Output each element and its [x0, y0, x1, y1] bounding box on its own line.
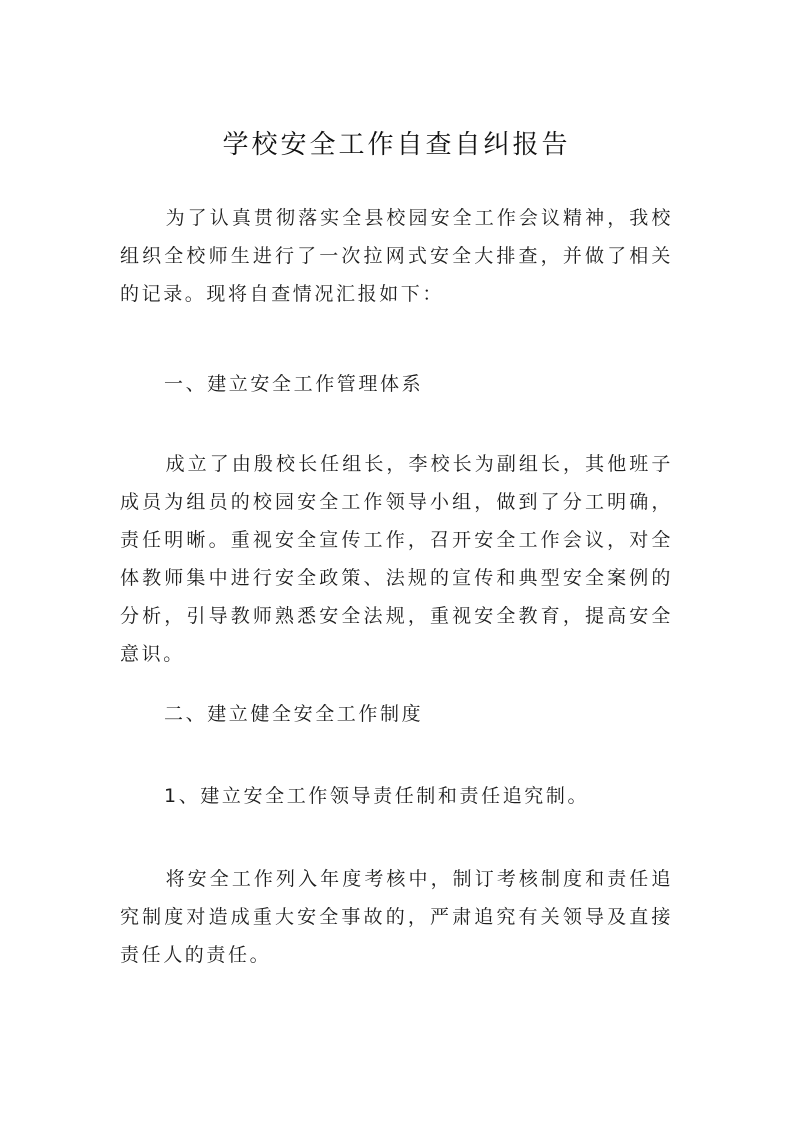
subsection-heading-1: [120, 777, 717, 815]
document-title: 学校安全工作自查自纠报告: [222, 130, 571, 160]
paragraph-text: 为了认真贯彻落实全县校园安全工作会议精神，我校组织全校师生进行了一次拉网式安全大排查，并做了相关的记录。现将自查情况汇报如下：: [120, 207, 673, 305]
subsection-1-paragraph: [120, 860, 673, 974]
section-heading-1: [120, 365, 717, 403]
heading-text: 一、建立安全工作管理体系: [164, 373, 424, 395]
intro-paragraph: [120, 199, 673, 313]
paragraph-text: 成立了由殷校长任组长，李校长为副组长，其他班子成员为组员的校园安全工作领导小组，做到了分工明确，责任明晰。重视安全宣传工作，召开安全工作会议，对全体教师集中进行安全政策、法规的宣传和典型安全案例的分析，引导教师熟悉安全法规，重视安全教育，提高安全意识。: [120, 453, 673, 665]
paragraph-text: 将安全工作列入年度考核中，制订考核制度和责任追究制度对造成重大安全事故的，严肃追究有关领导及直接责任人的责任。: [120, 868, 673, 966]
section-1-paragraph: [120, 445, 673, 673]
heading-text: 二、建立健全安全工作制度: [164, 703, 424, 725]
subheading-text: 1、建立安全工作领导责任制和责任追究制。: [164, 785, 590, 807]
section-heading-2: [120, 695, 717, 733]
